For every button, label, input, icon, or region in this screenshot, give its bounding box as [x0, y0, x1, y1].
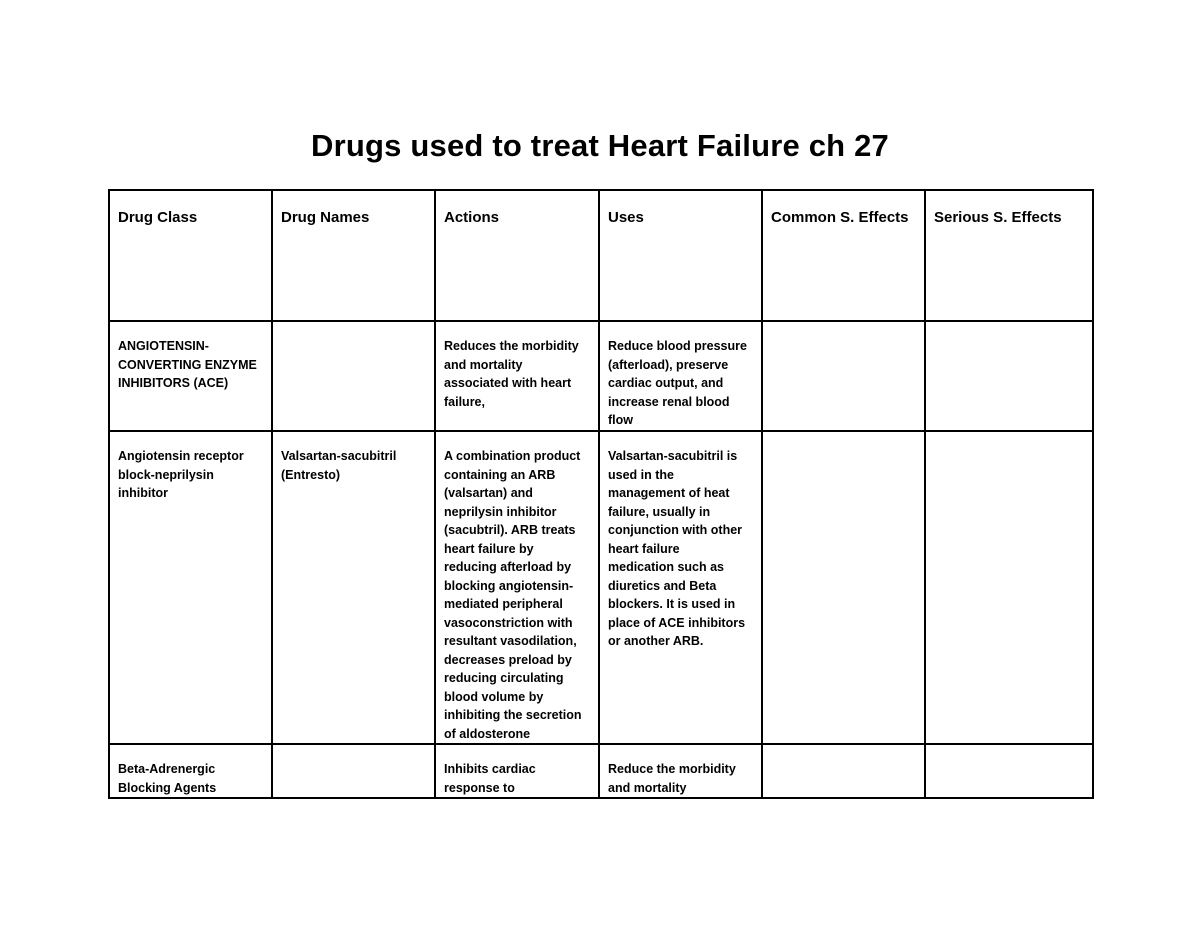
cell-actions: [435, 744, 599, 798]
cell-common-side-effects: [762, 744, 925, 798]
drug-class-text: Angiotensin receptor block-neprilysin inhibitor: [118, 449, 244, 500]
actions-text: A combination product containing an ARB (valsartan) and neprilysin inhibitor (sacubtril). ARB treats heart failure by reducing afterload by blocking angiotensin- mediated peripheral vasoconstriction with resultant vasodilation, decreases preload by reducing circulating blood volume by inhibiting the secretion of aldosterone: [444, 449, 582, 741]
cell-serious-side-effects: [925, 431, 1093, 744]
cell-drug-class: [109, 744, 272, 798]
cell-serious-side-effects: [925, 321, 1093, 431]
uses-text: Reduce blood pressure (afterload), preserve cardiac output, and increase renal blood flow: [608, 339, 747, 427]
table-header-row: [109, 190, 1093, 321]
cell-drug-names: [272, 744, 435, 798]
table-row: [109, 744, 1093, 798]
cell-common-side-effects: [762, 431, 925, 744]
drug-class-text: ANGIOTENSIN- CONVERTING ENZYME INHIBITORS (ACE): [118, 339, 257, 390]
header-drug-class: Drug Class: [109, 190, 272, 321]
cell-uses: [599, 744, 762, 798]
drug-names-text: Valsartan-sacubitril (Entresto): [281, 449, 397, 482]
cell-drug-class: [109, 431, 272, 744]
drug-table: [108, 189, 1094, 799]
uses-text: Valsartan-sacubitril is used in the management of heat failure, usually in conjunction with other heart failure medication such as diuretics and Beta blockers. It is used in place of ACE inhibitors or another ARB.: [608, 449, 746, 648]
table-row: [109, 321, 1093, 431]
cell-drug-names: [272, 431, 435, 744]
cell-actions: [435, 321, 599, 431]
cell-serious-side-effects: [925, 744, 1093, 798]
page-title: Drugs used to treat Heart Failure ch 27: [310, 128, 889, 163]
cell-uses: [599, 431, 762, 744]
cell-uses: [599, 321, 762, 431]
cell-common-side-effects: [762, 321, 925, 431]
header-uses: Uses: [599, 190, 762, 321]
cell-drug-class: [109, 321, 272, 431]
header-drug-names: Drug Names: [272, 190, 435, 321]
header-serious-side-effects: Serious S. Effects: [925, 190, 1093, 321]
header-actions: Actions: [435, 190, 599, 321]
uses-text: Reduce the morbidity and mortality: [608, 762, 736, 795]
drug-class-text: Beta-Adrenergic Blocking Agents: [118, 762, 217, 795]
table-row: [109, 431, 1093, 744]
actions-text: Reduces the morbidity and mortality associated with heart failure,: [444, 339, 579, 409]
actions-text: Inhibits cardiac response to: [444, 762, 536, 795]
header-common-side-effects: Common S. Effects: [762, 190, 925, 321]
cell-actions: [435, 431, 599, 744]
cell-drug-names: [272, 321, 435, 431]
